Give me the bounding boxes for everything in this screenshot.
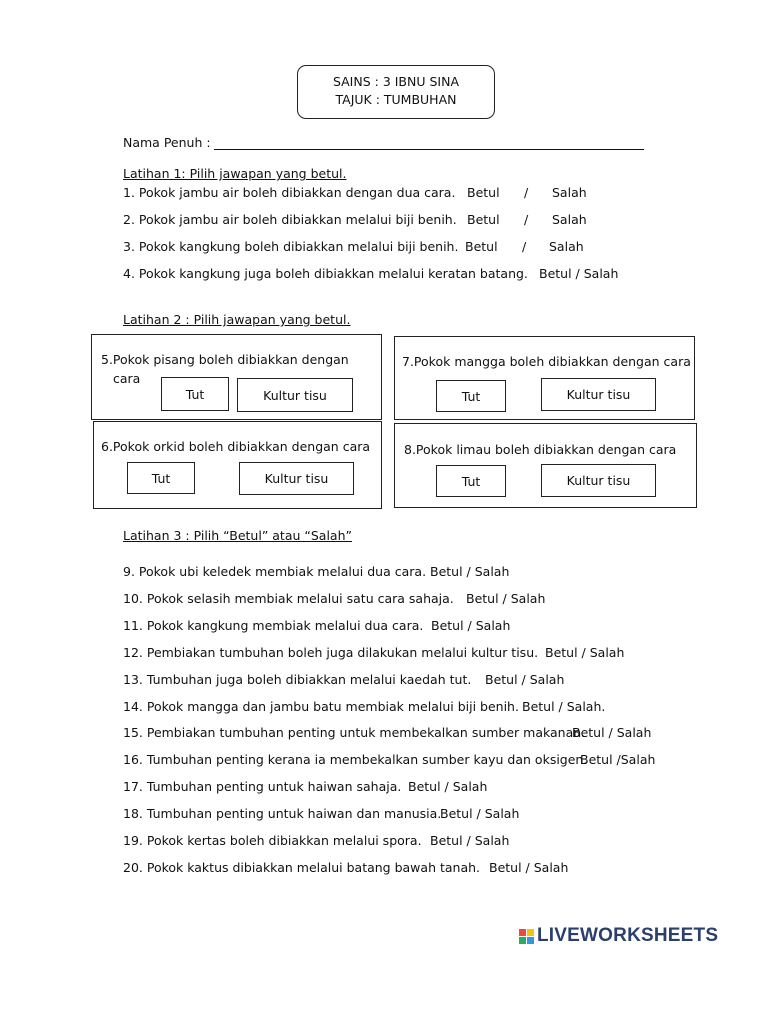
answer-choice-9[interactable]: Betul / Salah bbox=[430, 564, 510, 579]
liveworksheets-logo-text: LIVEWORKSHEETS bbox=[537, 925, 719, 946]
answer-choice-13[interactable]: Betul / Salah bbox=[485, 672, 565, 687]
header-subject-class: SAINS : 3 IBNU SINA bbox=[332, 74, 460, 89]
answer-choice-14[interactable]: Betul / Salah. bbox=[522, 699, 606, 714]
answer-salah-1[interactable]: Salah bbox=[552, 185, 587, 200]
answer-choice-20[interactable]: Betul / Salah bbox=[489, 860, 569, 875]
answer-salah-3[interactable]: Salah bbox=[549, 239, 584, 254]
question-6-text: 6.Pokok orkid boleh dibiakkan dengan cara bbox=[101, 439, 371, 454]
worksheet-header bbox=[297, 65, 495, 119]
liveworksheets-logo[interactable] bbox=[519, 925, 718, 947]
question-5-text-cont: cara bbox=[113, 371, 141, 386]
name-label: Nama Penuh : bbox=[123, 135, 211, 150]
option-kultur-tisu-8[interactable]: Kultur tisu bbox=[541, 464, 656, 497]
question-5-text: 5.Pokok pisang boleh dibiakkan dengan bbox=[101, 352, 349, 367]
answer-choice-11[interactable]: Betul / Salah bbox=[431, 618, 511, 633]
mark-square-1 bbox=[519, 929, 526, 936]
question-19: 19. Pokok kertas boleh dibiakkan melalui spora. bbox=[123, 833, 422, 848]
question-box-8 bbox=[394, 423, 697, 508]
option-kultur-tisu-5[interactable]: Kultur tisu bbox=[237, 378, 353, 412]
question-15: 15. Pembiakan tumbuhan penting untuk membekalkan sumber makanan. bbox=[123, 725, 586, 740]
option-kultur-tisu-6[interactable]: Kultur tisu bbox=[239, 462, 354, 495]
answer-choice-17[interactable]: Betul / Salah bbox=[408, 779, 488, 794]
answer-betul-1[interactable]: Betul bbox=[467, 185, 500, 200]
answer-sep-2: / bbox=[524, 212, 529, 227]
question-13: 13. Tumbuhan juga boleh dibiakkan melalui kaedah tut. bbox=[123, 672, 472, 687]
question-9: 9. Pokok ubi keledek membiak melalui dua cara. bbox=[123, 564, 427, 579]
answer-choice-12[interactable]: Betul / Salah bbox=[545, 645, 625, 660]
question-18: 18. Tumbuhan penting untuk haiwan dan manusia. bbox=[123, 806, 442, 821]
mark-square-2 bbox=[527, 929, 534, 936]
question-14: 14. Pokok mangga dan jambu batu membiak melalui biji benih. bbox=[123, 699, 519, 714]
option-tut-8[interactable]: Tut bbox=[436, 465, 506, 497]
question-3: 3. Pokok kangkung boleh dibiakkan melalui biji benih. bbox=[123, 239, 459, 254]
header-topic: TAJUK : TUMBUHAN bbox=[335, 92, 457, 107]
question-20: 20. Pokok kaktus dibiakkan melalui batang bawah tanah. bbox=[123, 860, 481, 875]
question-10: 10. Pokok selasih membiak melalui satu cara sahaja. bbox=[123, 591, 454, 606]
option-kultur-tisu-7[interactable]: Kultur tisu bbox=[541, 378, 656, 411]
option-tut-5[interactable]: Tut bbox=[161, 377, 229, 411]
option-tut-7[interactable]: Tut bbox=[436, 380, 506, 412]
latihan2-title: Latihan 2 : Pilih jawapan yang betul. bbox=[123, 312, 351, 327]
answer-choice-10[interactable]: Betul / Salah bbox=[466, 591, 546, 606]
question-2: 2. Pokok jambu air boleh dibiakkan melalui biji benih. bbox=[123, 212, 457, 227]
mark-square-4 bbox=[527, 937, 534, 944]
question-4: 4. Pokok kangkung juga boleh dibiakkan melalui keratan batang. bbox=[123, 266, 528, 281]
question-16: 16. Tumbuhan penting kerana ia membekalkan sumber kayu dan oksigen. bbox=[123, 752, 588, 767]
question-11: 11. Pokok kangkung membiak melalui dua cara. bbox=[123, 618, 424, 633]
mark-square-3 bbox=[519, 937, 526, 944]
answer-salah-2[interactable]: Salah bbox=[552, 212, 587, 227]
question-8-text: 8.Pokok limau boleh dibiakkan dengan cara bbox=[404, 442, 677, 457]
answer-betul-3[interactable]: Betul bbox=[465, 239, 498, 254]
liveworksheets-mark-icon bbox=[519, 929, 534, 944]
answer-choice-18[interactable]: Betul / Salah bbox=[440, 806, 520, 821]
question-box-5 bbox=[91, 334, 382, 420]
latihan3-title: Latihan 3 : Pilih “Betul” atau “Salah” bbox=[123, 528, 352, 543]
answer-betul-2[interactable]: Betul bbox=[467, 212, 500, 227]
answer-choice-15[interactable]: Betul / Salah bbox=[572, 725, 652, 740]
question-12: 12. Pembiakan tumbuhan boleh juga dilakukan melalui kultur tisu. bbox=[123, 645, 539, 660]
question-1: 1. Pokok jambu air boleh dibiakkan dengan dua cara. bbox=[123, 185, 456, 200]
name-input-line[interactable] bbox=[214, 149, 644, 150]
option-tut-6[interactable]: Tut bbox=[127, 462, 195, 494]
answer-sep-3: / bbox=[522, 239, 527, 254]
question-box-6 bbox=[93, 421, 382, 509]
answer-choice-4[interactable]: Betul / Salah bbox=[539, 266, 619, 281]
question-17: 17. Tumbuhan penting untuk haiwan sahaja. bbox=[123, 779, 402, 794]
answer-choice-16[interactable]: Betul /Salah bbox=[580, 752, 656, 767]
answer-choice-19[interactable]: Betul / Salah bbox=[430, 833, 510, 848]
question-7-text: 7.Pokok mangga boleh dibiakkan dengan cara bbox=[402, 354, 691, 369]
answer-sep-1: / bbox=[524, 185, 529, 200]
latihan1-title: Latihan 1: Pilih jawapan yang betul. bbox=[123, 166, 347, 181]
question-box-7 bbox=[394, 336, 695, 420]
